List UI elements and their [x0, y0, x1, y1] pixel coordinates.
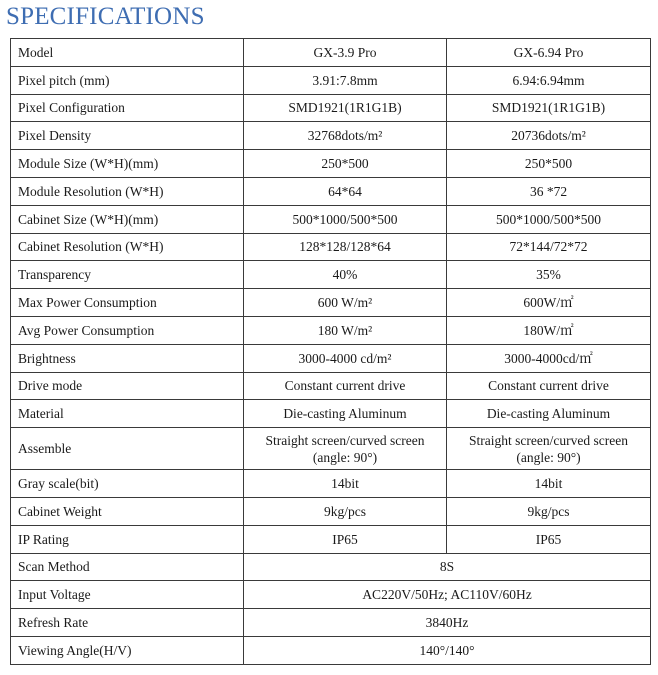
row-value-2: 9kg/pcs: [447, 497, 651, 525]
row-value-1: 3000-4000 cd/m²: [244, 344, 447, 372]
table-row-merged: [11, 609, 651, 637]
row-label: Module Size (W*H)(mm): [11, 150, 244, 178]
row-label: Cabinet Size (W*H)(mm): [11, 205, 244, 233]
page-title: SPECIFICATIONS: [6, 3, 205, 30]
row-label: Cabinet Resolution (W*H): [11, 233, 244, 261]
table-row: [11, 400, 651, 428]
row-label: Avg Power Consumption: [11, 316, 244, 344]
row-label: Viewing Angle(H/V): [11, 636, 244, 664]
row-value-2: 36 *72: [447, 177, 651, 205]
assemble-line-1: Straight screen/curved screen: [265, 432, 425, 448]
row-value-2: 35%: [447, 261, 651, 289]
table-row: [11, 525, 651, 553]
row-label: Material: [11, 400, 244, 428]
table-row-merged: [11, 636, 651, 664]
row-label: IP Rating: [11, 525, 244, 553]
assemble-line-2: (angle: 90°): [312, 449, 378, 465]
table-row: [11, 372, 651, 400]
row-value-merged: 140°/140°: [244, 636, 651, 664]
row-value-1: 600 W/m²: [244, 289, 447, 317]
row-value-2: Constant current drive: [447, 372, 651, 400]
table-row: [11, 470, 651, 498]
row-value-2: 3000-4000cd/㎡: [447, 344, 651, 372]
table-row: [11, 344, 651, 372]
row-value-2: 180W/㎡: [447, 316, 651, 344]
assemble-line-2: (angle: 90°): [516, 449, 581, 465]
row-value-merged: 3840Hz: [244, 609, 651, 637]
row-value-1: 180 W/m²: [244, 316, 447, 344]
table-row: [11, 233, 651, 261]
assemble-line-1: Straight screen/curved screen: [469, 432, 628, 448]
table-row-merged: [11, 553, 651, 581]
row-value-1: [244, 428, 447, 470]
row-value-2: 500*1000/500*500: [447, 205, 651, 233]
row-value-1: 40%: [244, 261, 447, 289]
table-row: [11, 122, 651, 150]
row-value-1: 128*128/128*64: [244, 233, 447, 261]
header-model-1: GX-3.9 Pro: [244, 39, 447, 67]
row-value-2: IP65: [447, 525, 651, 553]
row-value-2: 14bit: [447, 470, 651, 498]
row-label: Assemble: [11, 428, 244, 470]
table-row-assemble: [11, 428, 651, 470]
header-label: Model: [11, 39, 244, 67]
row-label: Refresh Rate: [11, 609, 244, 637]
row-value-1: 3.91:7.8mm: [244, 66, 447, 94]
row-value-1: 32768dots/m²: [244, 122, 447, 150]
row-value-1: Die-casting Aluminum: [244, 400, 447, 428]
table-row-merged: [11, 581, 651, 609]
table-header-row: [11, 39, 651, 67]
row-label: Pixel pitch (mm): [11, 66, 244, 94]
row-label: Module Resolution (W*H): [11, 177, 244, 205]
row-value-1: 64*64: [244, 177, 447, 205]
specifications-table: [10, 38, 651, 665]
row-value-2: [447, 428, 651, 470]
row-value-merged: 8S: [244, 553, 651, 581]
row-value-2: Die-casting Aluminum: [447, 400, 651, 428]
row-label: Scan Method: [11, 553, 244, 581]
table-row: [11, 289, 651, 317]
row-label: Brightness: [11, 344, 244, 372]
row-label: Pixel Configuration: [11, 94, 244, 122]
row-value-2: 600W/㎡: [447, 289, 651, 317]
row-value-1: 250*500: [244, 150, 447, 178]
row-value-1: 9kg/pcs: [244, 497, 447, 525]
row-value-2: 6.94:6.94mm: [447, 66, 651, 94]
row-value-1: 500*1000/500*500: [244, 205, 447, 233]
row-label: Drive mode: [11, 372, 244, 400]
table-row: [11, 94, 651, 122]
table-row: [11, 150, 651, 178]
row-value-1: IP65: [244, 525, 447, 553]
row-label: Pixel Density: [11, 122, 244, 150]
table-row: [11, 66, 651, 94]
table-row: [11, 497, 651, 525]
row-value-merged: AC220V/50Hz; AC110V/60Hz: [244, 581, 651, 609]
row-value-1: Constant current drive: [244, 372, 447, 400]
row-value-2: SMD1921(1R1G1B): [447, 94, 651, 122]
row-value-2: 250*500: [447, 150, 651, 178]
row-value-2: 20736dots/m²: [447, 122, 651, 150]
row-label: Max Power Consumption: [11, 289, 244, 317]
row-label: Transparency: [11, 261, 244, 289]
row-label: Input Voltage: [11, 581, 244, 609]
table-row: [11, 316, 651, 344]
row-label: Cabinet Weight: [11, 497, 244, 525]
table-row: [11, 261, 651, 289]
row-value-1: SMD1921(1R1G1B): [244, 94, 447, 122]
table-row: [11, 205, 651, 233]
row-value-1: 14bit: [244, 470, 447, 498]
table-row: [11, 177, 651, 205]
row-value-2: 72*144/72*72: [447, 233, 651, 261]
header-model-2: GX-6.94 Pro: [447, 39, 651, 67]
row-label: Gray scale(bit): [11, 470, 244, 498]
